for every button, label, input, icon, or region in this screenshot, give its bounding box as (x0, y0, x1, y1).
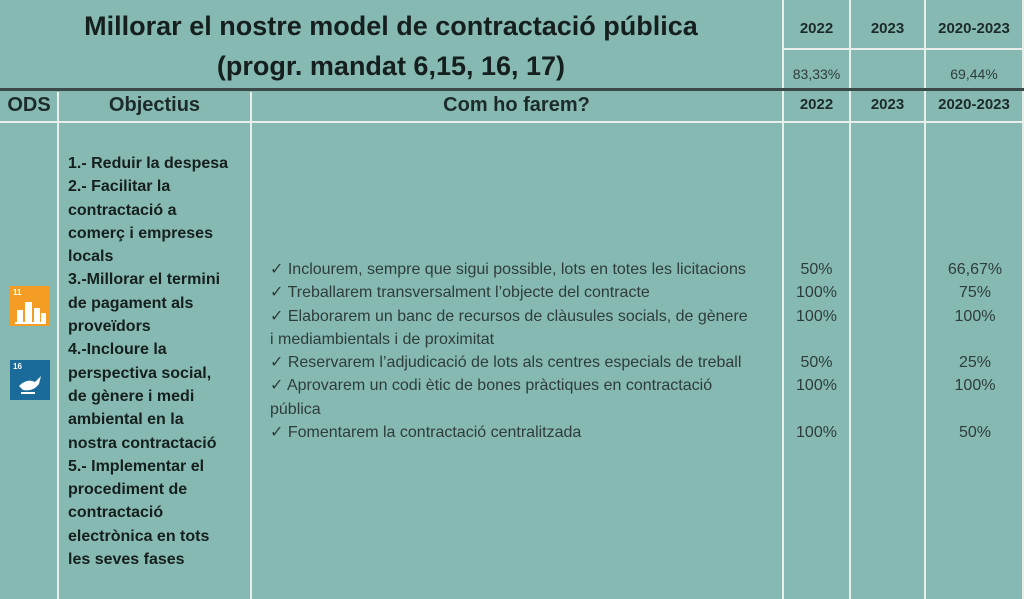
dove-gavel-icon (10, 360, 50, 400)
year-2023-header: 2023 (870, 20, 905, 37)
value-cell (851, 398, 924, 421)
column-header-2020-2023: 2020-2023 (938, 96, 1010, 113)
column-header-com-ho-farem: Com ho farem? (443, 94, 590, 116)
value-cell: 50% (958, 424, 992, 442)
divider (0, 121, 1024, 123)
objective-line: 1.- Reduir la despesa (68, 155, 229, 172)
sdg-number: 11 (13, 288, 22, 297)
objective-line: procediment de (68, 481, 188, 499)
total-2020-2023: 69,44% (950, 66, 998, 82)
objective-line: comerç i empreses (68, 224, 213, 242)
value-cell (851, 328, 924, 351)
value-cell (851, 281, 924, 304)
divider (57, 92, 59, 599)
value-cell: 100% (796, 424, 837, 442)
action-line: ✓ Fomentarem la contractació centralitzada (270, 424, 582, 442)
objective-line: contractació a (68, 201, 177, 219)
title-line-2: (progr. mandat 6,15, 16, 17) (216, 51, 566, 81)
total-2022: 83,33% (792, 66, 841, 82)
value-cell (851, 351, 924, 374)
objective-line: ambiental en la (68, 411, 184, 429)
column-header-objectius: Objectius (108, 94, 201, 116)
year-2020-2023-header: 2020-2023 (938, 20, 1010, 37)
value-cell: 25% (958, 354, 992, 372)
objective-line: 2.- Facilitar la (68, 178, 171, 196)
value-cell (784, 398, 849, 421)
value-cell: 50% (800, 354, 833, 372)
value-cell (851, 258, 924, 281)
action-line: ✓ Elaborarem un banc de recursos de clàusules socials, de gènere (270, 307, 748, 325)
action-line: i mediambientals i de proximitat (270, 330, 495, 348)
sdg-11-sustainable-cities-icon (10, 286, 50, 326)
value-cell: 100% (954, 377, 996, 395)
title-line-1: Millorar el nostre model de contractació pública (84, 11, 698, 41)
objective-line: 3.-Millorar el termini (68, 271, 221, 289)
objective-line: proveïdors (68, 318, 151, 336)
objective-line: perspectiva social, (68, 364, 212, 382)
value-cell (851, 305, 924, 328)
value-cell (851, 421, 924, 444)
objective-line: de pagament als (68, 294, 194, 312)
values-2022-column (784, 258, 849, 444)
objective-line: locals (68, 248, 114, 266)
action-line: ✓ Treballarem transversalment l’objecte del contracte (270, 284, 650, 302)
objective-line: electrònica en tots (68, 527, 210, 545)
year-2022-header: 2022 (799, 20, 834, 37)
value-cell: 100% (796, 307, 837, 325)
value-cell: 50% (800, 261, 833, 278)
page-title (0, 6, 782, 86)
value-cell: 100% (796, 284, 837, 302)
divider (782, 48, 1024, 50)
sdg-16-peace-justice-icon (10, 360, 50, 400)
column-header-ods: ODS (7, 94, 51, 116)
objective-line: contractació (68, 504, 164, 522)
value-cell: 66,67% (947, 261, 1003, 278)
city-icon (10, 286, 50, 326)
action-line: ✓ Inclourem, sempre que sigui possible, lots en totes les licitacions (270, 261, 746, 278)
actions-list (270, 258, 775, 444)
values-2023-column (851, 258, 924, 444)
values-2020-2023-column (926, 258, 1024, 444)
objective-line: de gènere i medi (68, 387, 195, 405)
action-line: pública (270, 400, 321, 418)
value-cell (926, 328, 1024, 351)
objectives-list (68, 152, 248, 571)
value-cell (926, 398, 1024, 421)
objective-line: 4.-Incloure la (68, 341, 167, 359)
column-header-2023: 2023 (870, 96, 905, 113)
objective-line: nostra contractació (68, 434, 217, 452)
column-header-2022: 2022 (799, 96, 834, 113)
value-cell: 100% (796, 377, 837, 395)
value-cell: 75% (958, 284, 992, 302)
action-line: ✓ Aprovarem un codi ètic de bones pràctiques en contractació (270, 377, 713, 395)
objective-line: 5.- Implementar el (68, 457, 205, 475)
divider (250, 92, 252, 599)
objective-line: les seves fases (68, 551, 185, 569)
sdg-number: 16 (13, 362, 22, 371)
header-separator (0, 88, 1024, 91)
action-line: ✓ Reservarem l’adjudicació de lots als centres especials de treball (270, 354, 742, 372)
value-cell (851, 374, 924, 397)
value-cell: 100% (954, 307, 996, 325)
value-cell (784, 328, 849, 351)
